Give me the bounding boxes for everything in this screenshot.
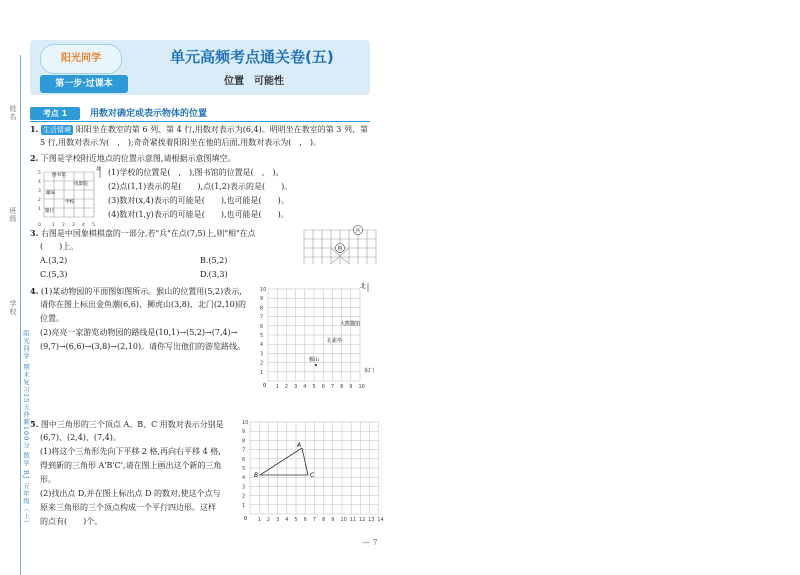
page-title: 单元高频考点通关卷(五) xyxy=(170,48,334,66)
vertex-b-label: B xyxy=(254,472,259,479)
y-tick-label: 6 xyxy=(242,456,246,463)
q5-line-4: 得到新的三角形 A'B'C',请在图上画出这个新的三角 xyxy=(40,461,222,470)
x-tick-label: 13 xyxy=(368,517,375,523)
pawn-label: 兵 xyxy=(355,228,361,234)
q1-line-2: 5 行,用数对表示为( , );奇奇紧挨着阳阳坐在他的后面,用数对表示为( , )。 xyxy=(40,138,321,147)
north-label: 北 xyxy=(360,283,367,290)
monkey-hill-point xyxy=(315,364,317,366)
y-tick-label: 5 xyxy=(242,466,246,472)
q3-line-1: 右图是中国象棋棋盘的一部分,若"兵"在点(7,5)上,则"相"在点 xyxy=(40,229,256,238)
q4-line-5: (9,7)→(6,6)→(3,8)→(2,10)。请你写出他们的游览路线。 xyxy=(40,342,246,351)
scenario-tag: 生活情境 xyxy=(42,126,71,134)
y-tick-label: 8 xyxy=(242,438,246,445)
name-label: 姓名 xyxy=(9,105,17,121)
x-tick-label: 8 xyxy=(340,384,344,390)
x-tick-label: 3 xyxy=(276,517,280,523)
q2-item-1: (1)学校的位置是( , ),图书馆的位置是( , )。 xyxy=(108,168,284,177)
map-label-school: 学校 xyxy=(65,200,75,205)
q4-line-2: 请你在图上标出金鱼潮(6,6)、狮虎山(3,8)、北门(2,10)的 xyxy=(40,300,246,309)
keypoint-title: 用数对确定或表示物体的位置 xyxy=(90,109,208,119)
map-y-tick: 4 xyxy=(38,180,41,185)
x-tick-label: 3 xyxy=(294,384,298,390)
x-tick-label: 1 xyxy=(275,384,279,390)
q5-line-5: 形。 xyxy=(40,475,56,484)
x-tick-label: 1 xyxy=(257,517,261,523)
map-x-tick: 3 xyxy=(72,223,75,226)
school-label: 学校 xyxy=(9,300,17,316)
x-tick-label: 6 xyxy=(321,384,325,390)
question-4: 4. (1)某动物园的平面图如图所示。猴山的位置用(5,2)表示, xyxy=(30,286,242,296)
y-tick-label: 10 xyxy=(242,420,249,426)
y-tick-label: 3 xyxy=(260,351,264,358)
x-tick-label: 2 xyxy=(266,517,271,523)
q5-line-6: (2)找出点 D,并在图上标出点 D 的数对,使这个点与 xyxy=(40,489,221,498)
question-3: 3. 右图是中国象棋棋盘的一部分,若"兵"在点(7,5)上,则"相"在点 xyxy=(30,228,256,238)
q5-line-3: (1)将这个三角形先向下平移 2 格,再向右平移 4 格, xyxy=(40,447,221,456)
x-tick-label: 9 xyxy=(331,517,335,523)
minister-label: 相 xyxy=(337,246,343,252)
q2-stem: 下图是学校附近地点的位置示意图,请根据示意图填空。 xyxy=(40,154,236,163)
y-tick-label: 8 xyxy=(260,305,264,312)
vertex-c-label: C xyxy=(310,472,315,479)
y-tick-label: 3 xyxy=(242,484,246,491)
q5-line-2: (6,7)、(2,4)、(7,4)。 xyxy=(40,433,121,442)
x-tick-label: 5 xyxy=(312,384,316,390)
page-subtitle: 位置 可能性 xyxy=(224,76,284,87)
map-y-tick: 1 xyxy=(38,207,41,212)
margin-line xyxy=(20,55,21,575)
y-tick-label: 5 xyxy=(260,333,264,339)
vertex-a-label: A xyxy=(297,442,302,449)
logo-text: 阳光同学 xyxy=(61,53,101,64)
triangle-abc xyxy=(260,448,308,475)
question-1: 1. 生活情境 阳阳坐在教室的第 6 列、第 4 行,用数对表示为(6,4)。明明坐在教室的第 3 列、第 xyxy=(30,124,368,134)
keypoint-badge: 考点 1 xyxy=(30,107,80,120)
map-x-tick: 5 xyxy=(92,223,95,226)
y-tick-label: 4 xyxy=(242,475,246,482)
map-x-tick: 4 xyxy=(82,223,85,226)
q4-line-3: 位置。 xyxy=(40,314,64,323)
q5-line-7: 原来三角形的三个顶点构成一个平行四边形。这样 xyxy=(40,503,216,512)
x-tick-label: 14 xyxy=(377,517,384,523)
x-tick-label: 9 xyxy=(349,384,353,390)
map-label-library: 图书馆 xyxy=(52,173,66,178)
y-tick-label: 9 xyxy=(242,429,246,436)
place-panda-house: 大熊猫馆 xyxy=(340,321,361,327)
place-peacock-pavilion: 孔雀亭 xyxy=(327,338,343,344)
map-label-cinema: 电影院 xyxy=(74,182,88,187)
map-x-tick: 2 xyxy=(62,223,65,226)
option-d: D.(3,3) xyxy=(200,270,228,279)
q1-line-1: 阳阳坐在教室的第 6 列、第 4 行,用数对表示为(6,4)。明明坐在教室的第 3 列、第 xyxy=(75,125,368,134)
zoo-grid xyxy=(256,280,376,392)
question-2: 2. 下图是学校附近地点的位置示意图,请根据示意图填空。 xyxy=(30,153,236,163)
x-tick-label: 5 xyxy=(294,517,298,523)
option-b: B.(5,2) xyxy=(200,256,228,265)
page-number: — 7 xyxy=(362,538,378,547)
y-tick-label: 1 xyxy=(242,502,246,509)
y-tick-label: 2 xyxy=(242,493,246,500)
place-monkey-hill: 猴山 xyxy=(309,357,320,363)
y-tick-label: 6 xyxy=(260,323,264,330)
x-tick-label: 8 xyxy=(322,517,326,523)
option-c: C.(5,3) xyxy=(40,270,68,279)
y-tick-label: 10 xyxy=(260,287,267,293)
q2-item-4: (4)数对(1,y)表示的可能是( ),也可能是( )。 xyxy=(108,210,289,219)
chess-board xyxy=(300,224,380,266)
class-label: 班级 xyxy=(9,207,17,223)
school-map xyxy=(34,164,106,226)
q3-line-2: ( )上。 xyxy=(40,242,79,251)
y-tick-label: 1 xyxy=(260,369,264,376)
origin-label: 0 xyxy=(244,516,248,522)
q5-line-1: 图中三角形的三个顶点 A、B、C 用数对表示分别是 xyxy=(40,420,224,429)
x-tick-label: 7 xyxy=(312,517,317,523)
x-tick-label: 2 xyxy=(284,384,289,390)
q4-line-1: (1)某动物园的平面图如图所示。猴山的位置用(5,2)表示, xyxy=(40,287,242,296)
y-tick-label: 7 xyxy=(242,447,246,454)
map-y-tick: 2 xyxy=(38,198,41,203)
q2-item-3: (3)数对(x,4)表示的可能是( ),也可能是( )。 xyxy=(108,196,289,205)
book-series-line: 阳光同学·期末复习15天冲刺100分 数学 RJ 五年级（上） xyxy=(22,330,30,528)
y-tick-label: 9 xyxy=(260,296,264,303)
triangle-grid xyxy=(240,414,390,526)
publisher-logo xyxy=(40,44,122,74)
question-5: 5. 图中三角形的三个顶点 A、B、C 用数对表示分别是 xyxy=(30,419,224,429)
y-tick-label: 4 xyxy=(260,342,264,349)
step-label: 第一步·过课本 xyxy=(40,75,128,93)
q2-item-2: (2)点(1,1)表示的是( ),点(1,2)表示的是( )。 xyxy=(108,182,293,191)
map-label-post-office: 邮局 xyxy=(46,191,56,196)
place-east-gate: 东门 xyxy=(364,368,375,374)
x-tick-label: 10 xyxy=(358,384,365,390)
x-tick-label: 11 xyxy=(349,517,357,523)
origin-label: 0 xyxy=(263,383,267,389)
map-label-bank: 银行 xyxy=(45,209,55,214)
map-origin: 0 xyxy=(38,223,41,226)
q4-line-4: (2)亮亮一家游览动物园的路线是(10,1)→(5,2)→(7,4)→ xyxy=(40,328,238,337)
option-a: A.(3,2) xyxy=(40,256,68,265)
map-x-tick: 1 xyxy=(52,223,55,226)
map-y-tick: 3 xyxy=(38,189,41,194)
x-tick-label: 6 xyxy=(303,517,307,523)
q5-line-8: 的点有( )个。 xyxy=(40,517,103,526)
map-y-tick: 5 xyxy=(38,171,41,176)
y-tick-label: 2 xyxy=(260,360,264,367)
x-tick-label: 10 xyxy=(340,517,347,523)
x-tick-label: 4 xyxy=(285,517,289,523)
x-tick-label: 12 xyxy=(358,517,366,523)
y-tick-label: 7 xyxy=(260,314,264,321)
x-tick-label: 4 xyxy=(303,384,307,390)
north-label: 北 xyxy=(96,166,102,172)
x-tick-label: 7 xyxy=(330,384,335,390)
